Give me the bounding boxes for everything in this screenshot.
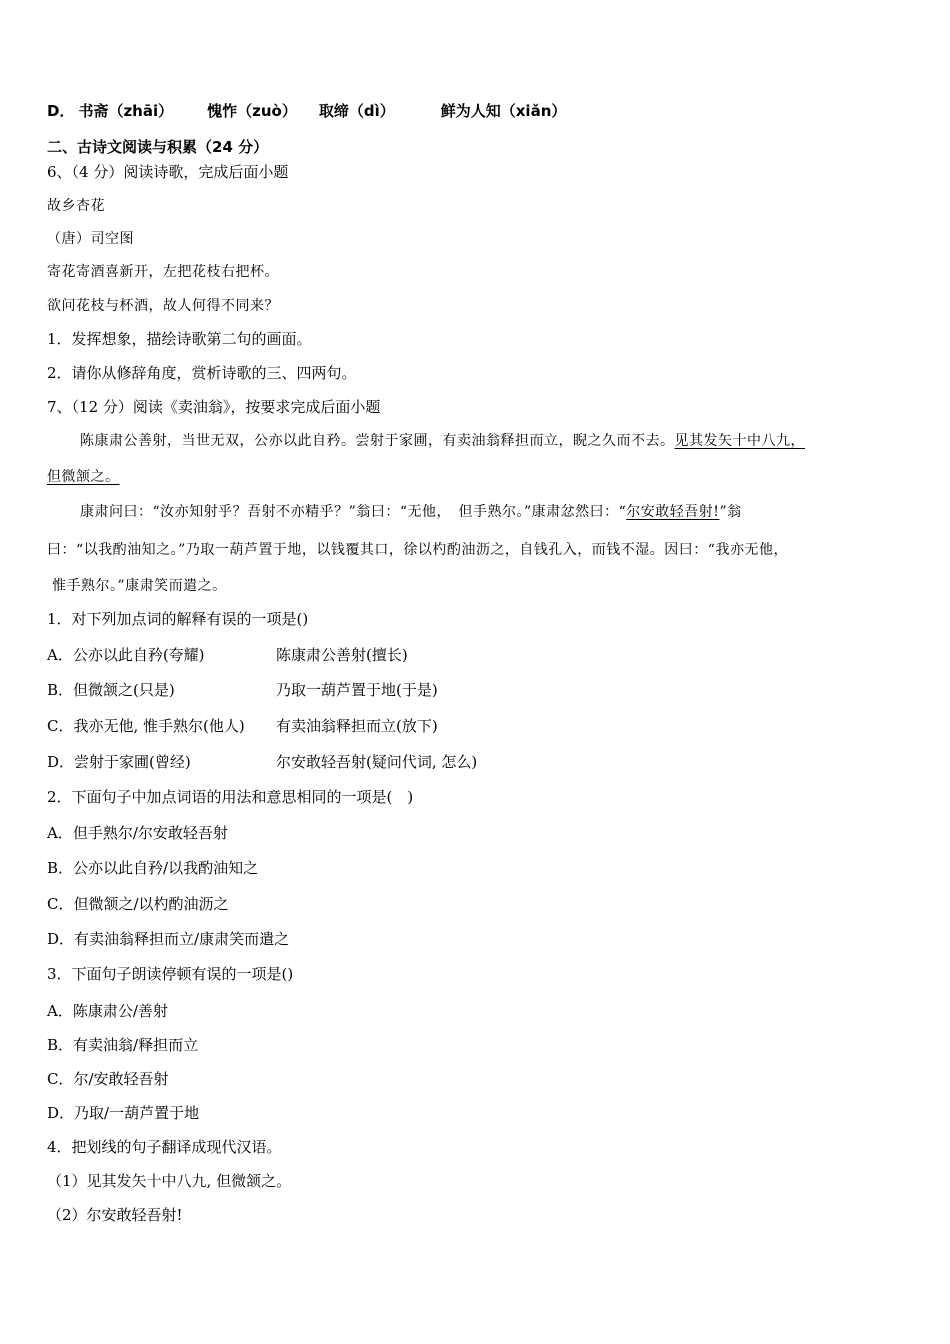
poem-title: 故乡杏花	[47, 198, 105, 214]
question-6-sub-1: 1．发挥想象，描绘诗歌第二句的画面。	[47, 330, 312, 348]
sub-question-1-stem: 1．对下列加点词的解释有误的一项是()	[47, 610, 309, 628]
sub-question-2-option-d: D．有卖油翁释担而立/康肃笑而遣之	[47, 930, 290, 948]
poem-line-1: 寄花寄酒喜新开，左把花枝右把杯。	[47, 264, 279, 280]
sub-question-1-option-a-2: 陈康肃公善射(擅长)	[276, 646, 408, 664]
sub-question-4-stem: 4．把划线的句子翻译成现代汉语。	[47, 1138, 282, 1156]
passage-text: ”翁	[719, 504, 742, 520]
sub-question-1-option-b-2: 乃取一葫芦置于地(于是)	[276, 681, 438, 699]
poem-line-2: 欲问花枝与杯酒，故人何得不同来？	[47, 298, 279, 314]
sub-question-1-option-c: C．我亦无他, 惟手熟尔(他人)	[47, 717, 245, 735]
option-d-top	[47, 101, 566, 121]
sub-question-1-option-d-2: 尔安敢轻吾射(疑问代词, 怎么)	[276, 753, 478, 771]
sub-question-2-option-c: C．但微颔之/以杓酌油沥之	[47, 895, 229, 913]
sub-question-1-option-c-2: 有卖油翁释担而立(放下)	[276, 717, 438, 735]
passage-paragraph-2-end: 惟手熟尔。”康肃笑而遣之。	[52, 578, 227, 594]
sub-question-3-stem: 3．下面句子朗读停顿有误的一项是()	[47, 965, 294, 983]
poem-author: （唐）司空图	[47, 231, 134, 247]
question-7-stem: 7、（12 分）阅读《卖油翁》，按要求完成后面小题	[47, 398, 381, 416]
sub-question-1-option-d: D．尝射于家圃(曾经)	[47, 753, 191, 771]
passage-paragraph-1	[80, 431, 805, 451]
section-heading: 二、古诗文阅读与积累（24 分）	[47, 138, 269, 156]
sub-question-4-item-2: （2）尔安敢轻吾射!	[47, 1206, 183, 1224]
question-6-stem: 6、（4 分）阅读诗歌，完成后面小题	[47, 163, 289, 181]
sub-question-1-option-a: A．公亦以此自矜(夸耀)	[47, 646, 205, 664]
sub-question-3-option-b: B．有卖油翁/释担而立	[47, 1036, 199, 1054]
sub-question-1-option-b: B．但微颔之(只是)	[47, 681, 175, 699]
passage-paragraph-2	[80, 502, 742, 522]
option-d-item: 鲜为人知（xiǎn）	[440, 102, 567, 120]
sub-question-2-option-a: A．但手熟尔/尔安敢轻吾射	[47, 824, 228, 842]
sub-question-3-option-c: C．尔/安敢轻吾射	[47, 1070, 169, 1088]
underlined-sentence: 但微颔之。	[47, 469, 120, 485]
sub-question-3-option-d: D．乃取/一葫芦置于地	[47, 1104, 200, 1122]
option-d-item: 取缔（dì）	[318, 102, 395, 120]
question-6-sub-2: 2．请你从修辞角度，赏析诗歌的三、四两句。	[47, 364, 357, 382]
passage-paragraph-1-cont	[47, 467, 120, 487]
option-d-label: D．	[47, 102, 75, 120]
underlined-sentence: 尔安敢轻吾射!	[626, 504, 720, 520]
passage-paragraph-2-cont: 曰：“以我酌油知之。”乃取一葫芦置于地，以钱覆其口，徐以杓酌油沥之，自钱孔入，而钱不湿。因曰：“我亦无他，	[47, 542, 788, 558]
option-d-item: 愧怍（zuò）	[207, 102, 297, 120]
sub-question-3-option-a: A．陈康肃公/善射	[47, 1002, 168, 1020]
passage-text: 陈康肃公善射，当世无双，公亦以此自矜。尝射于家圃，有卖油翁释担而立，睨之久而不去。	[80, 433, 675, 449]
sub-question-2-option-b: B．公亦以此自矜/以我酌油知之	[47, 859, 259, 877]
sub-question-4-item-1: （1）见其发矢十中八九, 但微颔之。	[47, 1172, 292, 1190]
underlined-sentence: 见其发矢十中八九，	[674, 433, 805, 449]
passage-text: 康肃问曰：“汝亦知射乎？吾射不亦精乎？”翁曰：“无他， 但手熟尔。”康肃忿然曰：“	[80, 504, 627, 520]
sub-question-2-stem: 2．下面句子中加点词语的用法和意思相同的一项是( )	[47, 788, 414, 806]
option-d-item: 书斋（zhāi）	[78, 102, 174, 120]
